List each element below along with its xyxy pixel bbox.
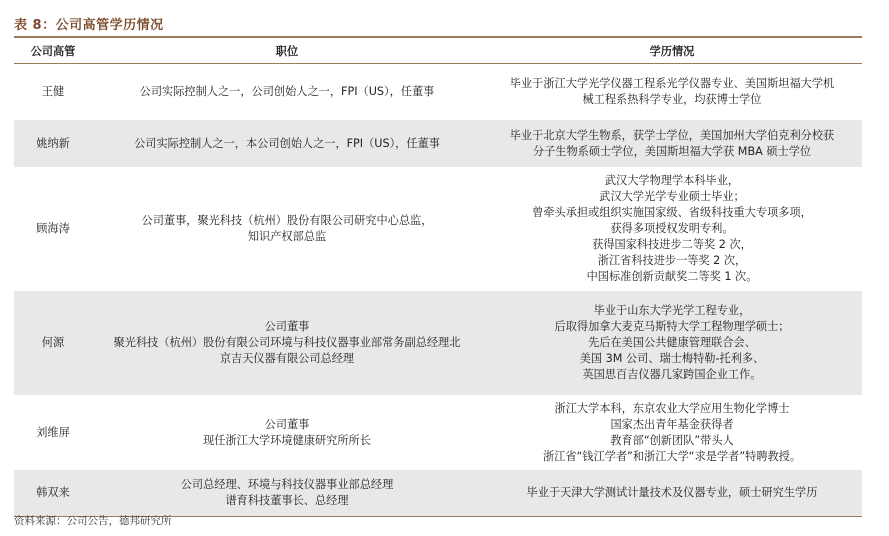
education-line: 浙江省“钱江学者”和浙江大学“求是学者”特聘教授。 bbox=[542, 449, 802, 463]
table-row bbox=[14, 64, 862, 121]
table-row bbox=[14, 470, 862, 517]
position-line: 公司实际控制人之一，本公司创始人之一，FPI（US），任董事 bbox=[134, 136, 440, 150]
top-rule bbox=[14, 36, 862, 38]
position-line: 公司董事 bbox=[264, 417, 310, 431]
executive-name: 姚纳新 bbox=[14, 120, 92, 167]
header-name: 公司高管 bbox=[14, 39, 92, 64]
position-cell bbox=[92, 395, 482, 470]
table-title: 表 8：公司高管学历情况 bbox=[14, 18, 164, 33]
education-line: 国家杰出青年基金获得者 bbox=[610, 417, 734, 431]
table-row bbox=[14, 291, 862, 395]
header-education: 学历情况 bbox=[482, 39, 862, 64]
education-line: 武汉大学物理学本科毕业， bbox=[604, 174, 740, 187]
education-line: 英国思百吉仪器几家跨国企业工作。 bbox=[582, 368, 762, 381]
executive-name: 顾海涛 bbox=[36, 222, 70, 235]
executive-name: 刘维屏 bbox=[36, 425, 70, 439]
header-row bbox=[14, 39, 862, 64]
education-line: 中国标准创新贡献奖二等奖 1 次。 bbox=[586, 270, 758, 283]
education-line: 毕业于北京大学生物系，获学士学位，美国加州大学伯克利分校获 bbox=[509, 128, 835, 142]
executive-name: 王健 bbox=[41, 85, 65, 98]
education-cell bbox=[482, 470, 862, 517]
position-line: 现任浙江大学环境健康研究所所长 bbox=[203, 433, 371, 447]
position-cell bbox=[92, 120, 482, 167]
source-note: 资料来源：公司公告，德邦研究所 bbox=[14, 515, 172, 527]
education-line: 分子生物系硕士学位，美国斯坦福大学获 MBA 硕士学位 bbox=[532, 144, 812, 158]
position-line: 公司董事，聚光科技（杭州）股份有限公司研究中心总监， bbox=[141, 214, 433, 227]
executive-name: 韩双来 bbox=[14, 470, 92, 517]
education-line: 获得国家科技进步二等奖 2 次， bbox=[592, 238, 752, 251]
education-line: 武汉大学光学专业硕士毕业； bbox=[599, 190, 745, 203]
education-cell bbox=[482, 64, 862, 121]
education-cell bbox=[482, 120, 862, 167]
education-line: 后取得加拿大麦克马斯特大学工程物理学硕士； bbox=[554, 320, 790, 333]
position-cell bbox=[92, 167, 482, 291]
executives-table bbox=[14, 39, 862, 517]
position-cell bbox=[92, 291, 482, 395]
education-line: 美国 3M 公司、瑞士梅特勒-托利多、 bbox=[579, 352, 765, 365]
education-line: 获得多项授权发明专利。 bbox=[610, 222, 734, 235]
education-line: 毕业于天津大学测试计量技术及仪器专业，硕士研究生学历 bbox=[526, 486, 818, 499]
education-cell bbox=[482, 167, 862, 291]
education-line: 教育部“创新团队”带头人 bbox=[610, 433, 734, 447]
position-cell bbox=[92, 64, 482, 121]
table-row bbox=[14, 120, 862, 167]
education-line: 浙江省科技进步一等奖 2 次， bbox=[597, 254, 747, 267]
executive-name: 何源 bbox=[14, 291, 92, 395]
education-line: 浙江大学本科，东京农业大学应用生物化学博士 bbox=[554, 401, 790, 415]
position-line: 京吉天仪器有限公司总经理 bbox=[219, 352, 355, 365]
position-line: 公司实际控制人之一，公司创始人之一，FPI（US），任董事 bbox=[139, 85, 435, 98]
education-line: 曾牵头承担或组织实施国家级、省级科技重大专项多项， bbox=[532, 206, 812, 219]
education-cell bbox=[482, 291, 862, 395]
position-cell bbox=[92, 470, 482, 517]
position-line: 公司董事 bbox=[264, 320, 310, 333]
position-line: 知识产权部总监 bbox=[247, 230, 327, 243]
education-cell bbox=[482, 395, 862, 470]
table-row bbox=[14, 167, 862, 291]
position-line: 谱育科技董事长、总经理 bbox=[225, 494, 349, 507]
education-line: 毕业于浙江大学光学仪器工程系光学仪器专业、美国斯坦福大学机 bbox=[509, 77, 835, 90]
position-line: 聚光科技（杭州）股份有限公司环境与科技仪器事业部常务副总经理北 bbox=[113, 336, 461, 349]
header-position: 职位 bbox=[92, 39, 482, 64]
table-row bbox=[14, 395, 862, 470]
education-line: 先后在美国公共健康管理联合会、 bbox=[588, 336, 756, 349]
education-line: 械工程系热科学专业，均获博士学位 bbox=[582, 93, 762, 106]
education-line: 毕业于山东大学光学工程专业， bbox=[593, 304, 751, 317]
position-line: 公司总经理、环境与科技仪器事业部总经理 bbox=[180, 478, 394, 491]
